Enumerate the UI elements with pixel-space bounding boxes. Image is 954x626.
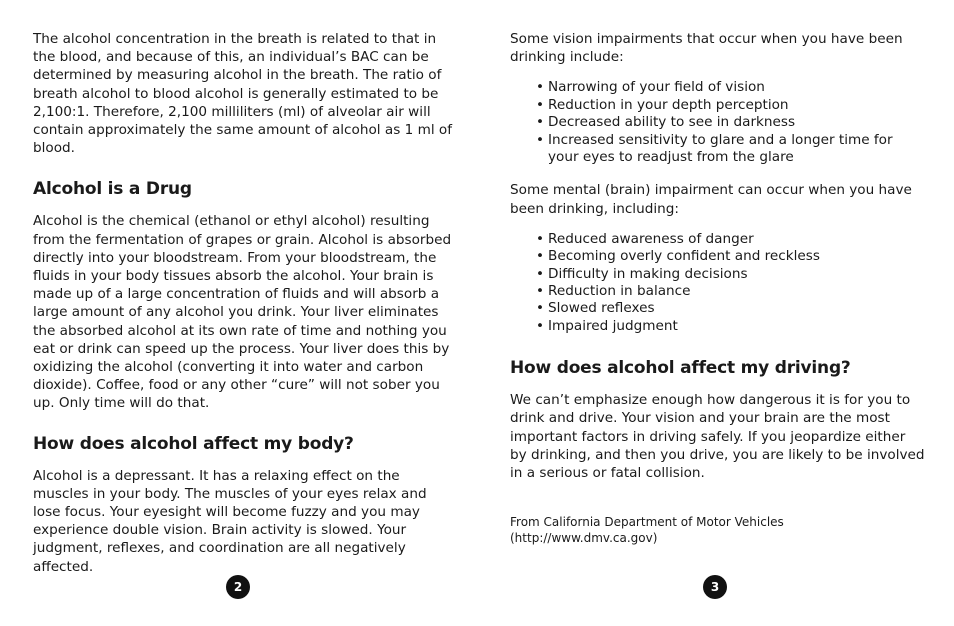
- section-heading-driving-effects: How does alcohol affect my driving?: [510, 358, 851, 379]
- body-effects-paragraph: Alcohol is a depressant. It has a relaxing effect on the muscles in your body. The muscles of your eyes relax and lose focus. Your eyesight will become fuzzy and you may experience double vision. Brain activity is slowed. Your judgment, reflexes, and coordination are all negatively affected.: [33, 467, 427, 575]
- list-item: • Slowed reflexes: [536, 300, 925, 317]
- mental-intro: Some mental (brain) impairment can occur when you have been drinking, including:: [510, 182, 912, 217]
- right-page: [510, 0, 925, 546]
- list-item: • Reduction in your depth perception: [536, 97, 925, 114]
- driving-effects-paragraph: We can’t emphasize enough how dangerous it is for you to drink and drive. Your vision and your brain are the most important factors in driving safely. If you jeopardize either by drinking, and then you drive, you are likely to be involved in a serious or fatal collision.: [510, 392, 925, 482]
- intro-paragraph: The alcohol concentration in the breath is related to that in the blood, and because of this, an individual’s BAC can be determined by measuring alcohol in the breath. The ratio of breath alcohol to blood alcohol is generally estimated to be 2,100:1. Therefore, 2,100 milliliters (ml) of alveolar air will contain approximately the same amount of alcohol as 1 ml of blood.: [33, 31, 453, 157]
- section-heading-body-effects: How does alcohol affect my body?: [33, 433, 354, 454]
- list-item: • Reduction in balance: [536, 283, 925, 300]
- list-item: • Impaired judgment: [536, 318, 925, 335]
- vision-intro: Some vision impairments that occur when you have been drinking include:: [510, 31, 903, 66]
- list-item: • Reduced awareness of danger: [536, 231, 925, 248]
- mental-impairment-list: [510, 231, 925, 335]
- left-page: [33, 0, 453, 576]
- source-citation: From California Department of Motor Vehicles (http://www.dmv.ca.gov): [510, 515, 784, 546]
- page-number-badge-left: 2: [226, 575, 250, 599]
- list-item: • Becoming overly confident and reckless: [536, 248, 925, 265]
- vision-impairment-list: [510, 79, 925, 166]
- list-item: • Narrowing of your field of vision: [536, 79, 925, 96]
- list-item: • Difficulty in making decisions: [536, 266, 925, 283]
- section-heading-alcohol-is-a-drug: Alcohol is a Drug: [33, 179, 192, 200]
- list-item: • Decreased ability to see in darkness: [536, 114, 925, 131]
- page-number-badge-right: 3: [703, 575, 727, 599]
- alcohol-is-a-drug-paragraph: Alcohol is the chemical (ethanol or ethyl alcohol) resulting from the fermentation of grapes or grain. Alcohol is absorbed directly into your bloodstream. From your bloodstream, the fluids in your body tissues absorb the alcohol. Your brain is made up of a large concentration of fluids and will absorb a large amount of any alcohol you drink. Your liver eliminates the absorbed alcohol at its own rate of time and nothing you eat or drink can speed up the process. Your liver does this by oxidizing the alcohol (converting it into water and carbon dioxide). Coffee, food or any other “cure” will not sober you up. Only time will do that.: [33, 213, 452, 412]
- list-item: • Increased sensitivity to glare and a longer time for your eyes to readjust from the glare: [536, 132, 925, 167]
